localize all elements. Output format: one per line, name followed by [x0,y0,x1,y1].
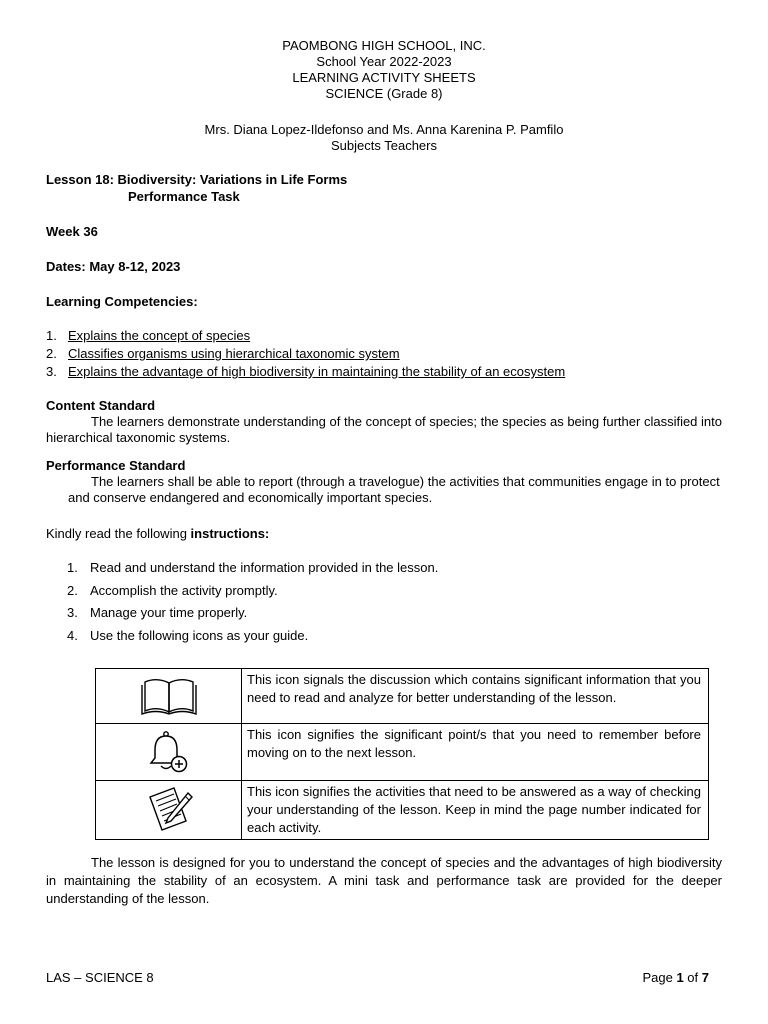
page-number: Page 1 of 7 [642,970,709,985]
subject-title: SCIENCE (Grade 8) [325,86,443,101]
content-standard-heading: Content Standard [46,398,156,413]
open-book-icon [140,674,198,716]
footer-label: LAS – SCIENCE 8 [46,970,154,985]
competency-item: 1. Explains the concept of species [46,328,251,343]
icon-cell [96,724,242,781]
document-type: LEARNING ACTIVITY SHEETS [292,70,476,85]
instruction-item: 1. Read and understand the information provided in the lesson. [67,560,439,575]
icon-guide-row [96,781,709,840]
icon-guide-row [96,669,709,724]
icon-guide-row [96,724,709,781]
instructions-intro-bold: instructions: [190,526,270,541]
icon-description: This icon signals the discussion which contains significant information that you need to read and analyze for better understanding of the lesson. [242,669,709,724]
document-header [0,38,768,102]
performance-standard-heading: Performance Standard [46,458,186,473]
performance-standard-body: The learners shall be able to report (through a travelogue) the activities that communities engage in to protect and conserve endangered and economically important species. [68,474,720,505]
lesson-title: Lesson 18: Biodiversity: Variations in Life Forms [46,172,348,187]
paper-pencil-icon [144,785,194,833]
instruction-item: 3. Manage your time properly. [67,605,248,620]
school-name: PAOMBONG HIGH SCHOOL, INC. [282,38,486,53]
icon-cell [96,781,242,840]
teachers-block [0,122,768,154]
current-page: 1 [676,970,684,985]
competency-item: 3. Explains the advantage of high biodiversity in maintaining the stability of an ecosystem [46,364,566,379]
competency-item: 2. Classifies organisms using hierarchical taxonomic system [46,346,400,361]
bell-plus-icon [146,728,192,774]
instructions-intro: Kindly read the following instructions: [46,526,270,541]
competencies-list [46,328,565,382]
instructions-list [67,560,438,650]
dates-label: Dates: May 8-12, 2023 [46,259,181,274]
lesson-subtitle: Performance Task [128,189,240,204]
icon-guide-table [95,668,709,840]
competencies-heading: Learning Competencies: [46,294,198,309]
icon-description: This icon signifies the activities that need to be answered as a way of checking your understanding of the lesson. Keep in mind the page number indicated for each activity. [242,781,709,840]
icon-description: This icon signifies the significant point/s that you need to remember before moving on to the next lesson. [242,724,709,781]
instruction-item: 4. Use the following icons as your guide. [67,627,309,643]
closing-paragraph: The lesson is designed for you to understand the concept of species and the advantages of high biodiversity in maintaining the stability of an ecosystem. A mini task and performance task are provided for the deeper understanding of the lesson. [46,855,722,906]
content-standard-body: The learners demonstrate understanding of the concept of species; the species as being further classified into hierarchical taxonomic systems. [46,414,722,445]
total-pages: 7 [701,970,709,985]
instruction-item: 2. Accomplish the activity promptly. [67,582,278,598]
icon-cell [96,669,242,724]
week-label: Week 36 [46,224,98,239]
teacher-role: Subjects Teachers [331,138,437,153]
teacher-names: Mrs. Diana Lopez-Ildefonso and Ms. Anna Karenina P. Pamfilo [204,122,564,137]
school-year: School Year 2022-2023 [316,54,452,69]
